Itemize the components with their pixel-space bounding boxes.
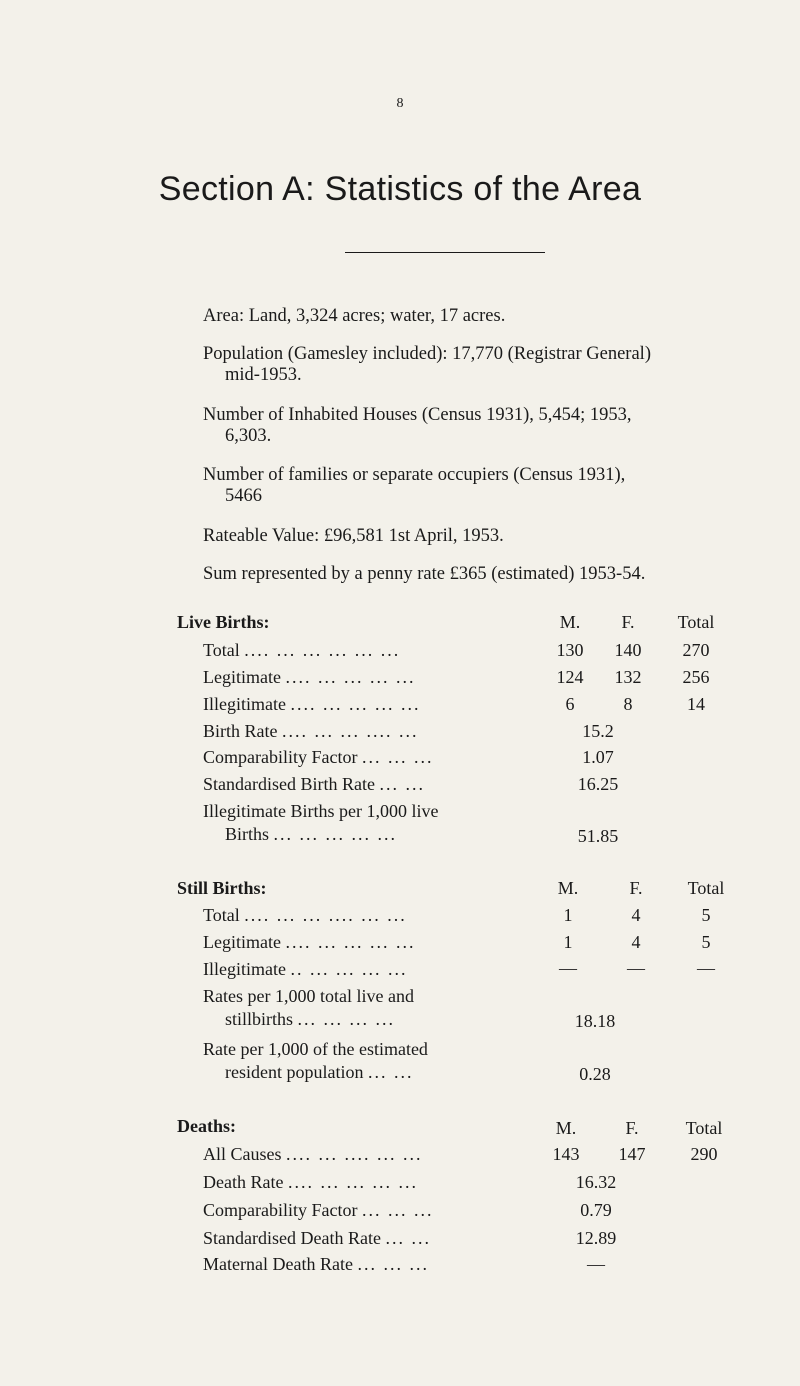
- cell-m: 143: [552, 1144, 580, 1164]
- table-row-label: Birth Rate .... ... ... .... ...: [203, 721, 419, 741]
- table-row-label-cont: Births ... ... ... ... ...: [225, 824, 398, 844]
- cell-value: 51.85: [577, 826, 619, 846]
- families-line-cont: 5466: [225, 486, 262, 506]
- cell-total: 270: [682, 640, 710, 660]
- cell-m: 1: [563, 905, 573, 925]
- cell-m: 124: [556, 667, 584, 687]
- table-row-label-cont: stillbirths ... ... ... ...: [225, 1009, 396, 1029]
- cell-value: 0.28: [579, 1064, 611, 1084]
- cell-f: 8: [623, 694, 633, 714]
- col-m-header: M.: [559, 612, 581, 632]
- col-m-header: M.: [557, 878, 579, 898]
- col-f-header: F.: [621, 612, 635, 632]
- table-row-label: Legitimate .... ... ... ... ...: [203, 667, 416, 687]
- cell-m: 6: [565, 694, 575, 714]
- penny-rate-line: Sum represented by a penny rate £365 (estimated) 1953-54.: [203, 564, 646, 584]
- cell-total: 290: [690, 1144, 718, 1164]
- population-line: Population (Gamesley included): 17,770 (Registrar General): [203, 344, 651, 364]
- page-number: 8: [396, 96, 404, 111]
- title-underline: [345, 252, 545, 253]
- table-row-label: Comparability Factor ... ... ...: [203, 1200, 434, 1220]
- rateable-line: Rateable Value: £96,581 1st April, 1953.: [203, 526, 504, 546]
- intro-area: [203, 306, 753, 327]
- cell-value: 15.2: [582, 721, 614, 741]
- table-row-label: Illegitimate .... ... ... ... ...: [203, 694, 421, 714]
- table-row-label: Total .... ... ... .... ... ...: [203, 905, 407, 925]
- table-row-label: Legitimate .... ... ... ... ...: [203, 932, 416, 952]
- table-row-label: Illegitimate Births per 1,000 live: [203, 801, 439, 821]
- intro-families: [203, 465, 753, 507]
- cell-f: 132: [614, 667, 642, 687]
- col-total-header: Total: [687, 878, 725, 898]
- cell-value: 16.32: [575, 1172, 617, 1192]
- intro-penny-rate: [203, 564, 753, 585]
- cell-total: 256: [682, 667, 710, 687]
- live-births-heading: Live Births:: [177, 612, 270, 632]
- table-row-label: All Causes .... ... .... ... ...: [203, 1144, 423, 1164]
- area-line: Area: Land, 3,324 acres; water, 17 acres.: [203, 306, 506, 326]
- cell-m: —: [559, 958, 577, 978]
- page-title: Section A: Statistics of the Area: [158, 170, 642, 208]
- cell-total: —: [697, 958, 715, 978]
- cell-m: 1: [563, 932, 573, 952]
- cell-value: —: [587, 1254, 605, 1274]
- cell-value: 12.89: [575, 1228, 617, 1248]
- population-line-cont: mid-1953.: [225, 365, 302, 385]
- table-row-label: Standardised Death Rate ... ...: [203, 1228, 431, 1248]
- houses-line: Number of Inhabited Houses (Census 1931), 5,454; 1953,: [203, 405, 632, 425]
- cell-value: 0.79: [580, 1200, 612, 1220]
- cell-total: 14: [687, 694, 705, 714]
- cell-f: 4: [631, 905, 641, 925]
- col-f-header: F.: [629, 878, 643, 898]
- table-row-label: Total .... ... ... ... ... ...: [203, 640, 401, 660]
- table-row-label: Standardised Birth Rate ... ...: [203, 774, 425, 794]
- cell-f: —: [627, 958, 645, 978]
- table-row-label: Illegitimate .. ... ... ... ...: [203, 959, 408, 979]
- intro-population: [203, 344, 753, 386]
- table-row-label: Death Rate .... ... ... ... ...: [203, 1172, 418, 1192]
- table-row-label: Rates per 1,000 total live and: [203, 986, 414, 1006]
- deaths-heading: Deaths:: [177, 1116, 236, 1136]
- col-m-header: M.: [555, 1118, 577, 1138]
- cell-value: 16.25: [577, 774, 619, 794]
- table-row-label-cont: resident population ... ...: [225, 1062, 414, 1082]
- cell-f: 140: [614, 640, 642, 660]
- col-total-header: Total: [677, 612, 715, 632]
- table-row-label: Rate per 1,000 of the estimated: [203, 1039, 428, 1059]
- cell-f: 4: [631, 932, 641, 952]
- families-line: Number of families or separate occupiers (Census 1931),: [203, 465, 626, 485]
- cell-value: 18.18: [574, 1011, 616, 1031]
- intro-rateable: [203, 526, 753, 547]
- houses-line-cont: 6,303.: [225, 426, 272, 446]
- intro-houses: [203, 405, 753, 447]
- table-row-label: Maternal Death Rate ... ... ...: [203, 1254, 429, 1274]
- table-row-label: Comparability Factor ... ... ...: [203, 747, 434, 767]
- col-f-header: F.: [625, 1118, 639, 1138]
- cell-m: 130: [556, 640, 584, 660]
- cell-value: 1.07: [582, 747, 614, 767]
- cell-total: 5: [701, 905, 711, 925]
- col-total-header: Total: [685, 1118, 723, 1138]
- cell-total: 5: [701, 932, 711, 952]
- still-births-heading: Still Births:: [177, 878, 267, 898]
- cell-f: 147: [618, 1144, 646, 1164]
